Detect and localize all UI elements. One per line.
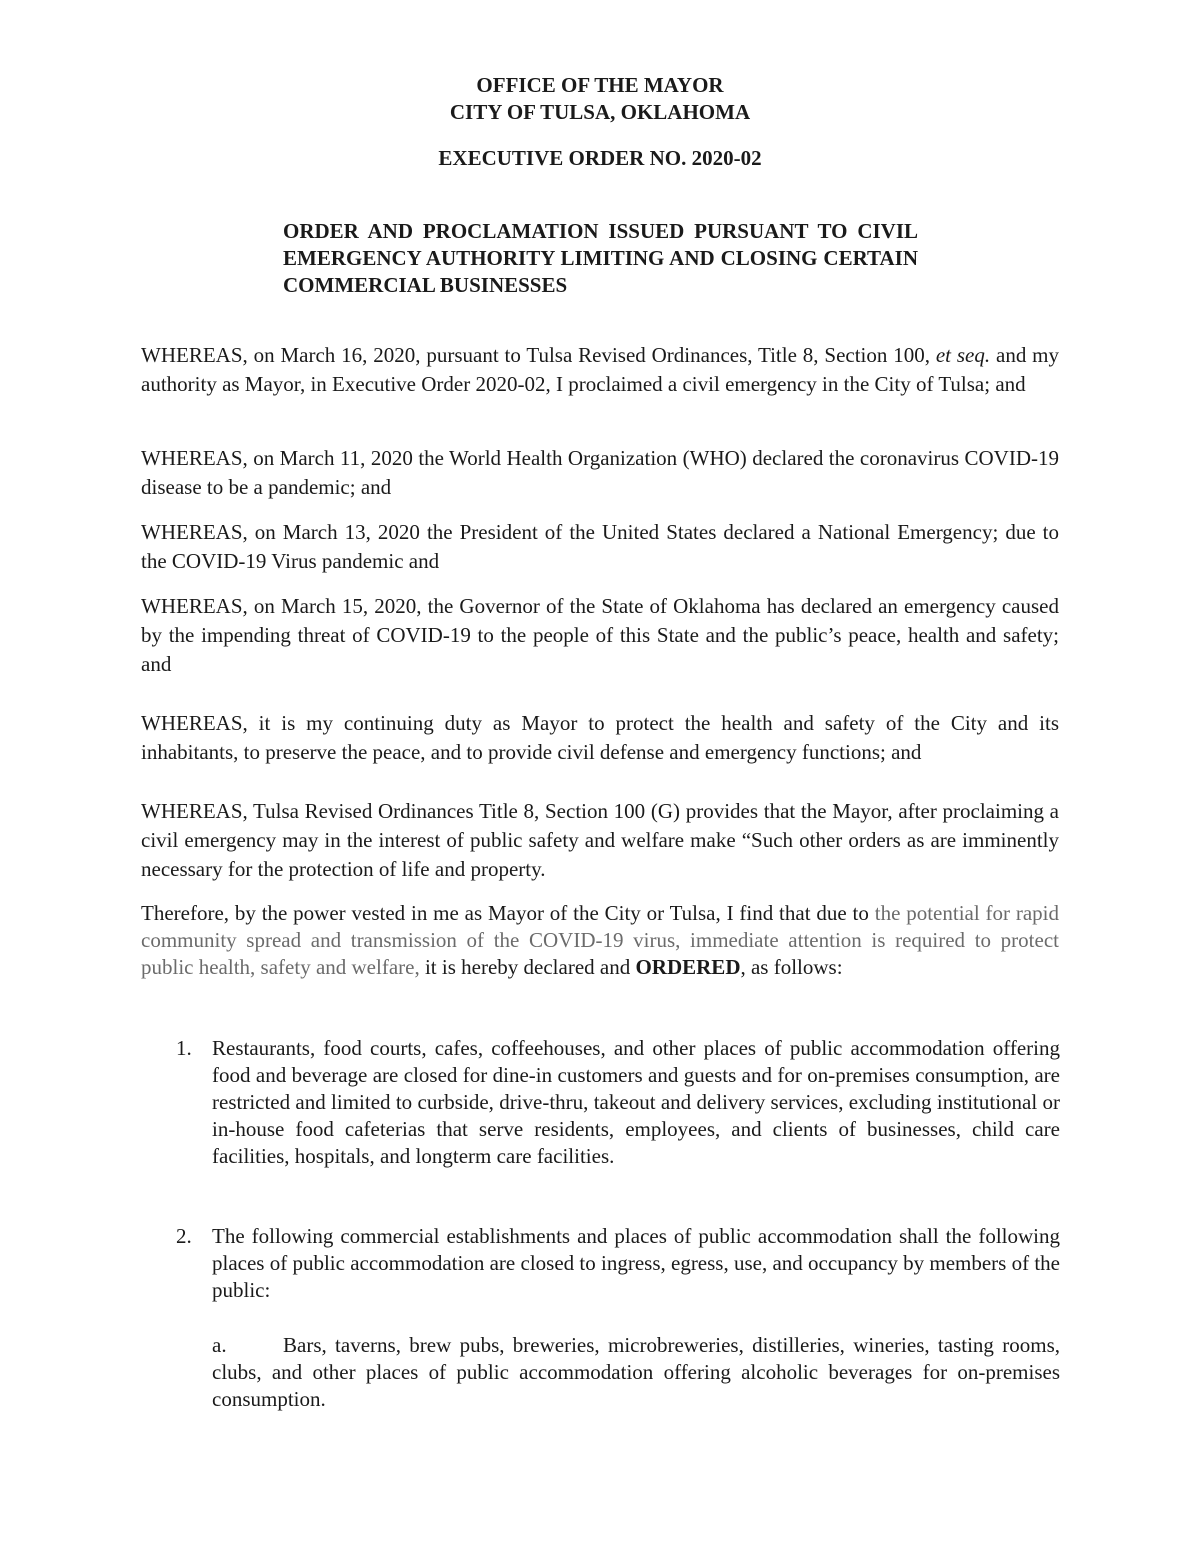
order-subitem-a-letter: a. — [212, 1333, 227, 1357]
therefore-text-b: it is hereby declared and — [424, 955, 631, 979]
order-item-2 — [176, 1223, 1060, 1304]
whereas-paragraph-5: WHEREAS, it is my continuing duty as Mayor to protect the health and safety of the City and its inhabitants, to preserve the peace, and to provide civil defense and emergency functions; and — [141, 711, 1059, 764]
office-heading: OFFICE OF THE MAYOR — [476, 73, 724, 97]
whereas-1-text-a: WHEREAS, on March 16, 2020, pursuant to Tulsa Revised Ordinances, Title 8, Section 100, — [141, 343, 930, 367]
order-number-heading: EXECUTIVE ORDER NO. 2020-02 — [438, 146, 762, 170]
therefore-text-a: Therefore, by the power vested in me as Mayor of the City or Tulsa, I find that due to — [141, 901, 869, 925]
order-item-2-text: The following commercial establishments and places of public accommodation shall the following places of public accommodation are closed to ingress, egress, use, and occupancy by members of the public: — [212, 1224, 1060, 1302]
whereas-paragraph-4: WHEREAS, on March 15, 2020, the Governor of the State of Oklahoma has declared an emergency caused by the impending threat of COVID-19 to the people of this State and the public’s peace, health and safety; and — [141, 594, 1059, 676]
therefore-text-c: , as follows: — [740, 955, 843, 979]
therefore-gray-text: the potential for rapid community spread and transmission of the COVID-19 virus, immediate attention is required to protect public health, safety and welfare, — [141, 901, 1060, 979]
whereas-paragraph-2: WHEREAS, on March 11, 2020 the World Health Organization (WHO) declared the coronavirus COVID-19 disease to be a pandemic; and — [141, 446, 1059, 499]
order-item-1-number: 1. — [176, 1036, 192, 1060]
order-item-1 — [176, 1035, 1060, 1170]
order-subitem-a — [212, 1332, 1060, 1413]
whereas-paragraph-3: WHEREAS, on March 13, 2020 the President of the United States declared a National Emergency; due to the COVID-19 Virus pandemic and — [141, 520, 1059, 573]
order-subject: ORDER AND PROCLAMATION ISSUED PURSUANT TO CIVIL EMERGENCY AUTHORITY LIMITING AND CLOSING CERTAIN COMMERCIAL BUSINESSES — [283, 219, 918, 297]
ordered-keyword: ORDERED — [635, 955, 741, 979]
city-heading: CITY OF TULSA, OKLAHOMA — [449, 100, 751, 124]
order-subitem-a-text: Bars, taverns, brew pubs, breweries, microbreweries, distilleries, wineries, tasting rooms, clubs, and other places of public accommodation offering alcoholic beverages for on-premises consumption. — [212, 1333, 1060, 1411]
whereas-paragraph-6: WHEREAS, Tulsa Revised Ordinances Title 8, Section 100 (G) provides that the Mayor, after proclaiming a civil emergency may in the interest of public safety and welfare make “Such other orders as are imminently necessary for the protection of life and property. — [141, 799, 1059, 881]
order-item-2-number: 2. — [176, 1224, 192, 1248]
whereas-1-italic: et seq. — [935, 343, 991, 367]
whereas-1-text-b: and my authority as Mayor, in Executive Order 2020-02, I proclaimed a civil emergency in the City of Tulsa; and — [141, 343, 1060, 396]
whereas-paragraph-1 — [141, 341, 1059, 399]
therefore-paragraph — [141, 900, 1059, 981]
order-item-1-text: Restaurants, food courts, cafes, coffeehouses, and other places of public accommodation offering food and beverage are closed for dine-in customers and guests and for on-premises consumption, are restricted and limited to curbside, drive-thru, takeout and delivery services, excluding institutional or in-house food cafeterias that serve residents, employees, and clients of businesses, child care facilities, hospitals, and longterm care facilities. — [212, 1036, 1060, 1168]
